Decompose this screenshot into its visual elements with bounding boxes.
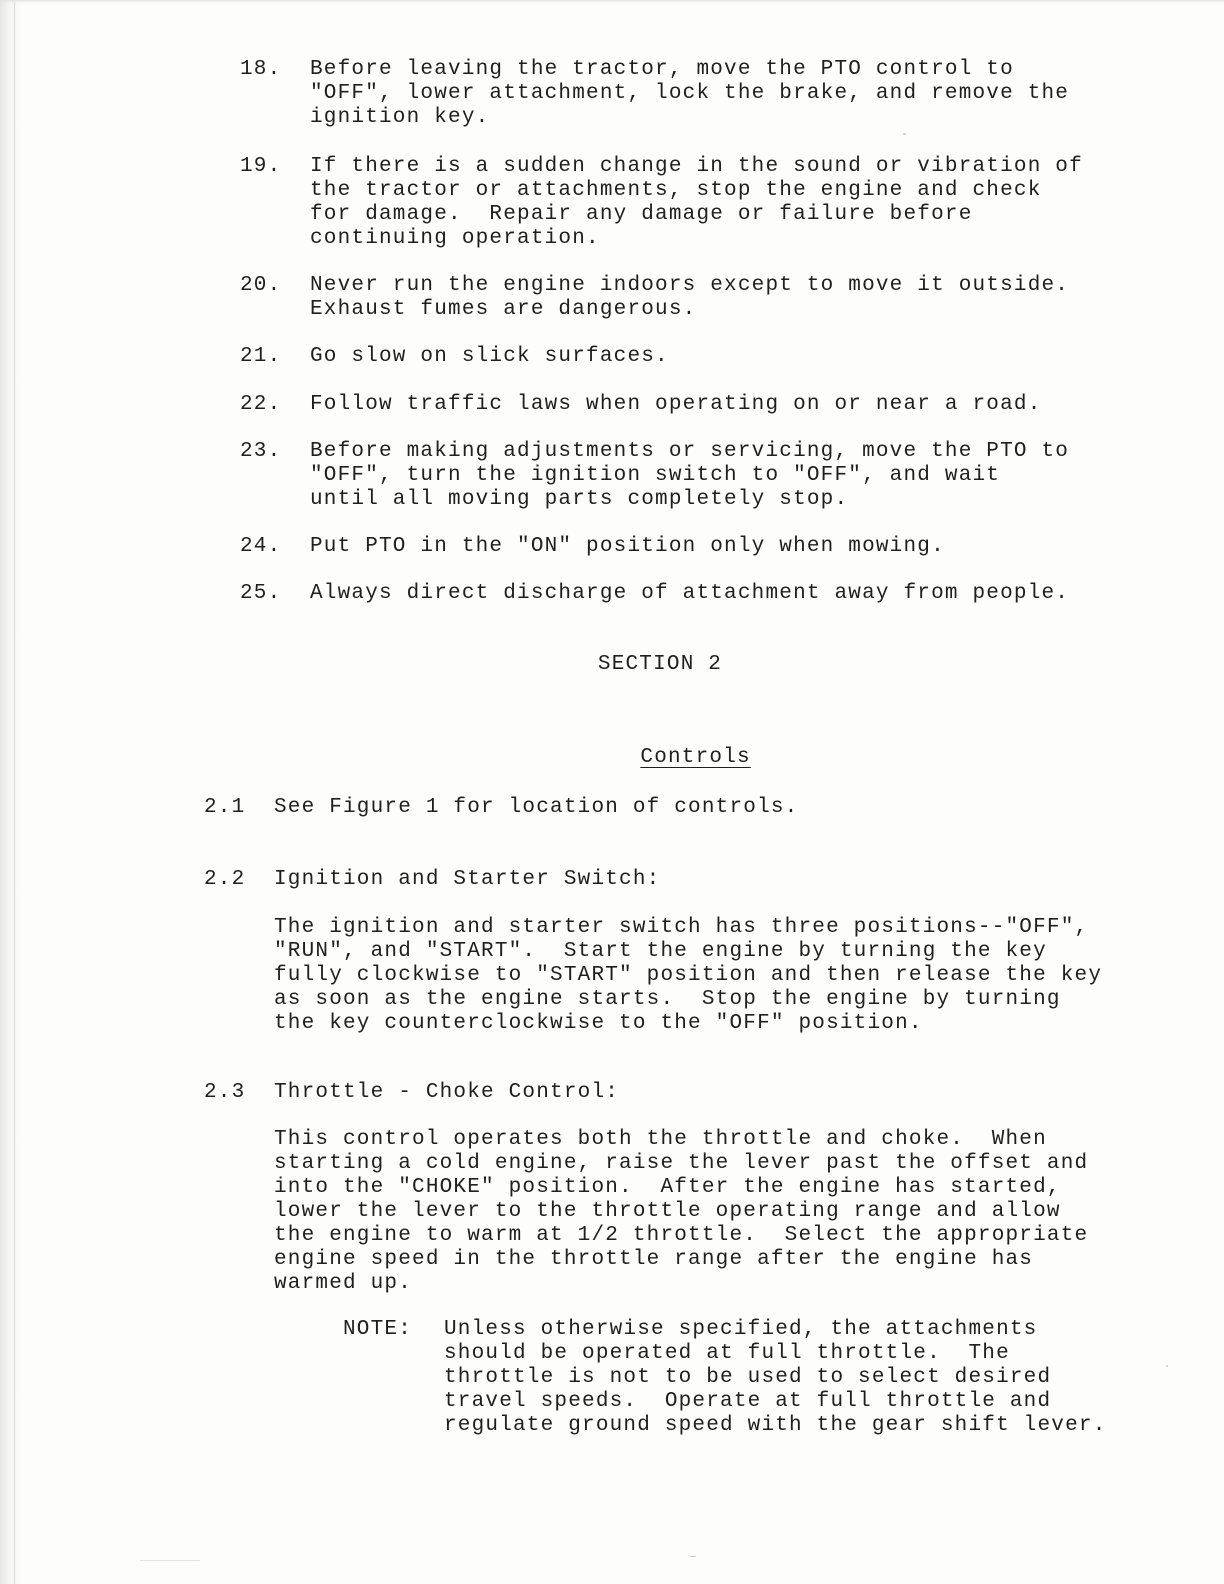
item-text <box>310 535 1130 559</box>
note-line: throttle is not to be used to select desired <box>444 1366 1052 1389</box>
body-line: as soon as the engine starts. Stop the engine by turning <box>274 988 1061 1011</box>
item-line: Put PTO in the "ON" position only when mowing. <box>310 535 945 558</box>
item-line: "OFF", turn the ignition switch to "OFF", and wait <box>310 464 1001 487</box>
page-left-edge-shadow <box>0 0 22 1584</box>
item-number: 18. <box>240 58 282 81</box>
item-line: until all moving parts completely stop. <box>310 488 849 511</box>
paragraph-number: 2.1 <box>204 796 246 819</box>
item-number: 20. <box>240 274 282 297</box>
paragraph-2-2-body <box>274 916 1154 1036</box>
body-line: engine speed in the throttle range after the engine has <box>274 1248 1034 1271</box>
item-number: 19. <box>240 155 282 178</box>
item-number: 22. <box>240 393 282 416</box>
paragraph-2-3-body <box>274 1128 1154 1296</box>
item-line: Go slow on slick surfaces. <box>310 345 669 368</box>
body-line: the engine to warm at 1/2 throttle. Select the appropriate <box>274 1224 1089 1247</box>
item-line: Always direct discharge of attachment away from people. <box>310 582 1070 605</box>
body-line: into the "CHOKE" position. After the engine has started, <box>274 1176 1061 1199</box>
body-line: The ignition and starter switch has three positions--"OFF", <box>274 916 1089 939</box>
item-text <box>310 582 1130 606</box>
paragraph-number: 2.2 <box>204 868 246 891</box>
item-text <box>310 393 1130 417</box>
note-line: Unless otherwise specified, the attachments <box>444 1318 1038 1341</box>
body-line: the key counterclockwise to the "OFF" position. <box>274 1012 923 1035</box>
item-number: 25. <box>240 582 282 605</box>
item-line: for damage. Repair any damage or failure before <box>310 203 973 226</box>
item-text <box>310 155 1130 251</box>
item-line: If there is a sudden change in the sound or vibration of <box>310 155 1083 178</box>
scan-speck <box>903 133 906 135</box>
item-number: 23. <box>240 440 282 463</box>
page-left-edge-line <box>14 0 15 1584</box>
item-line: Exhaust fumes are dangerous. <box>310 298 697 321</box>
body-line: fully clockwise to "START" position and then release the key <box>274 964 1103 987</box>
item-text <box>310 345 1130 369</box>
page-top-edge <box>0 0 1224 3</box>
item-text <box>310 58 1130 130</box>
note-line: should be operated at full throttle. The <box>444 1342 1010 1365</box>
item-text <box>310 274 1130 322</box>
body-line: This control operates both the throttle and choke. When <box>274 1128 1047 1151</box>
note-line: travel speeds. Operate at full throttle and <box>444 1390 1052 1413</box>
scan-speck <box>690 1556 696 1557</box>
body-line: starting a cold engine, raise the lever past the offset and <box>274 1152 1089 1175</box>
note-line: regulate ground speed with the gear shift lever. <box>444 1414 1107 1437</box>
paragraph-text: See Figure 1 for location of controls. <box>274 796 799 819</box>
item-text <box>310 440 1130 512</box>
item-line: Before making adjustments or servicing, move the PTO to <box>310 440 1070 463</box>
paragraph-number: 2.3 <box>204 1081 246 1104</box>
body-line: warmed up. <box>274 1272 413 1295</box>
item-line: Before leaving the tractor, move the PTO control to <box>310 58 1014 81</box>
item-line: "OFF", lower attachment, lock the brake, and remove the <box>310 82 1070 105</box>
section-title <box>0 723 1224 792</box>
item-line: the tractor or attachments, stop the engine and check <box>310 179 1042 202</box>
section-title-text: Controls <box>640 746 751 769</box>
item-line: Follow traffic laws when operating on or near a road. <box>310 393 1042 416</box>
note-label: NOTE: <box>343 1318 413 1341</box>
body-line: lower the lever to the throttle operating range and allow <box>274 1200 1061 1223</box>
item-line: Never run the engine indoors except to move it outside. <box>310 274 1070 297</box>
item-line: ignition key. <box>310 106 490 129</box>
item-number: 24. <box>240 535 282 558</box>
paragraph-title: Ignition and Starter Switch: <box>274 868 661 891</box>
scan-speck <box>1166 1365 1168 1367</box>
paragraph-title: Throttle - Choke Control: <box>274 1081 620 1104</box>
scan-speck <box>140 1560 200 1561</box>
item-number: 21. <box>240 345 282 368</box>
note-text <box>444 1318 1144 1438</box>
item-line: continuing operation. <box>310 227 600 250</box>
section-number-heading: SECTION 2 <box>597 653 723 676</box>
body-line: "RUN", and "START". Start the engine by turning the key <box>274 940 1047 963</box>
